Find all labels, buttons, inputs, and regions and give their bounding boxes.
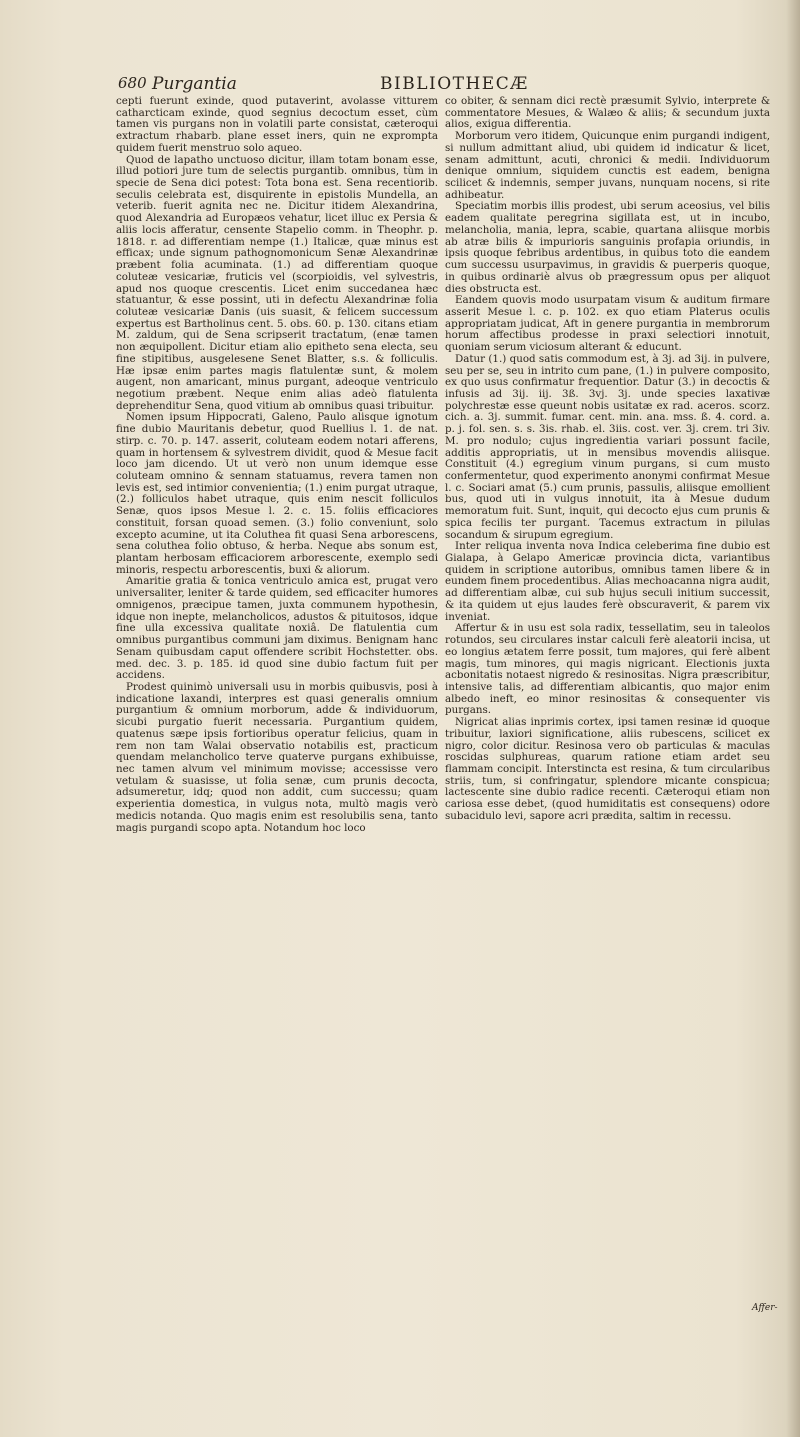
paragraph: Quod de lapatho unctuoso dicitur, illam totam bonam esse, illud potiori jure tum de selectis purgantib. omnibus, tùm in specie de Sena dici potest: Tota bona est. Sena recentiorib. seculis celebrata est, disquirente in epistolis Mundella, an veterib. fuerit agnita nec ne. Dicitur itidem Alexandrina, quod Alexandria ad Europæos vehatur, licet illuc ex Persia & aliis locis afferatur, censente Stapelio comm. in Theophr. p. 1818. r. ad differentiam nempe (1.) Italicæ, quæ minus est efficax; unde signum pathognomonicum Senæ Alexandrinæ præbent folia acuminata. (1.) ad differentiam quoque coluteæ vesicariæ, fruticis vel (scorpioidis, vel sylvestris, apud nos quoque crescentis. Licet enim succedanea hæc statuantur, & esse possint, uti in defectu Alexandrinæ folia coluteæ vesicariæ Danis (uis suasit, & felicem successum expertus est Bartholinus cent. 5. obs. 60. p. 130. citans etiam M. zaldum, qui de Sena scripserit tractatum, (enæ tamen non æquipollent. Dicitur etiam alio epitheto sena electa, seu fine stipitibus, ausgelesene Senet Blatter, s.s. & folliculis. Hæ ipsæ enim partes magis flatulentæ sunt, & molem augent, non amaricant, minus purgant, adeoque ventriculo negotium præbent. Neque enim alias adeò flatulenta deprehenditur Sena, quod vitium ab omnibus quasi tribuitur. bbox=[116, 153, 438, 412]
paragraph: Inter reliqua inventa nova Indica celeberima fine dubio est Gialapa, à Gelapo Americæ provincia dicta, variantibus quidem in scriptione autoribus, omnibus tamen libere & in eundem finem procedentibus. Alias mechoacanna nigra audit, ad differentiam albæ, cui sub hujus seculi initium successit, & ita quidem ut ejus laudes ferè obscuraverit, & parem vix inveniat. bbox=[445, 540, 770, 623]
paragraph: Eandem quovis modo usurpatam visum & auditum firmare asserit Mesue l. c. p. 102. ex quo etiam Platerus oculis appropriatam judicat, Aft in genere purgantia in membrorum horum affectibus prodesse in praxi selectiori innotuit, quoniam serum viciosum alterant & educunt. bbox=[445, 294, 770, 354]
paragraph: co obiter, & sennam dici rectè præsumit Sylvio, interprete & commentatore Mesues, & Walæo & aliis; & secundum juxta alios, exigua differentia. bbox=[445, 95, 770, 131]
paragraph: Nomen ipsum Hippocrati, Galeno, Paulo alisque ignotum fine dubio Mauritanis debetur, quod Ruellius l. 1. de nat. stirp. c. 70. p. 147. asserit, coluteam eodem notari afferens, quam in hortensem & sylvestrem dividit, quod & Mesue facit loco jam dicendo. Ut ut verò non unum idemque esse coluteam omnino & sennam statuamus, revera tamen non levis est, sed intimior convenientia; (1.) enim purgat utraque, (2.) folliculos habet utraque, quis enim nescit folliculos Senæ, quos ipsos Mesue l. 2. c. 15. foliis efficaciores constituit, forsan quoad semen. (3.) folio conveniunt, solo excepto acumine, ut ita Coluthea fit quasi Sena arborescens, sena coluthea folio obtuso, & herba. Neque abs sonum est, plantam herbosam efficaciorem arborescente, exemplo sedi minoris, respectu arborescentis, buxi & aliorum. bbox=[116, 411, 438, 576]
right-column bbox=[445, 96, 770, 823]
left-column bbox=[116, 96, 438, 834]
page-edge-shadow bbox=[786, 0, 800, 1437]
paragraph: Datur (1.) quod satis commodum est, à 3j. ad 3ij. in pulvere, seu per se, seu in intrito cum pane, (1.) in pulvere composito, ex quo usus confirmatur frequentior. Datur (3.) in decoctis & infusis ad 3ij. iij. 3ß. 3vj. 3j. unde species laxativæ polychrestæ esse queunt nobis usitatæ ex rad. aceros. scorz. cich. a. 3j. summit. fumar. cent. min. ana. mss. ß. 4. cord. a. p. j. fol. sen. s. s. 3is. rhab. el. 3iis. cost. ver. 3j. crem. tri 3iv. M. pro nodulo; cujus ingredientia variari possunt facile, additis appropriatis, ut in mensibus movendis aliisque. Constituit (4.) egregium vinum purgans, si cum musto confermentetur, quod experimento anonymi confirmat Mesue l. c. Sociari amat (5.) cum prunis, passulis, aliisque emollient bus, quod uti in vulgus innotuit, ita à Mesue dudum memoratum fuit. Sunt, inquit, qui decocto ejus cum prunis & spica fecilis ter purgant. Tacemus extractum in pilulas socandum & sirupum egregium. bbox=[445, 352, 770, 541]
paragraph: cepti fuerunt exinde, quod putaverint, avolasse vitturem catharcticam exinde, quod segnius decoctum esset, cùm tamen vis purgans non in volatili parte consistat, cæteroqui extractum rhabarb. plane esset iners, quin ne exprompta quidem fuerit menstruo solo aqueo. bbox=[116, 95, 438, 154]
page-header bbox=[118, 74, 778, 96]
running-title: Purgantia bbox=[152, 74, 237, 94]
paragraph: Speciatim morbis illis prodest, ubi serum aceosius, vel bilis eadem qualitate peregrina sigillata est, ut in incubo, melancholia, mania, lepra, scabie, quartana aliisque morbis ab atræ bilis & impurioris sanguinis profapia oriundis, in ipsis quoque febribus ardentibus, in quibus toto die eandem cum successu usurpavimus, in gravidis & puerperis quoque, in quibus ordinariè alvus ob prægressum opus per aliquot dies obstructa est. bbox=[445, 200, 770, 295]
paragraph: Amaritie gratia & tonica ventriculo amica est, prugat vero universaliter, leniter & tarde quidem, sed efficaciter humores omnigenos, præcipue tamen, juxta communem hypothesin, idque non inepte, melancholicos, adustos & pituitosos, idque fine ulla excessiva qualitate noxiâ. De flatulentia cum omnibus purgantibus communi jam diximus. Benignam hanc Senam quibusdam caput offendere scribit Hochstetter. obs. med. dec. 3. p. 185. id quod sine dubio factum fuit per accidens. bbox=[116, 575, 438, 682]
page-number: 680 bbox=[118, 74, 147, 92]
section-title: BIBLIOTHECÆ bbox=[380, 74, 529, 94]
paragraph: Prodest quinimò universali usu in morbis quibusvis, posi à indicatione laxandi, interpres est quasi generalis omnium purgantium & omnium morborum, adde & individuorum, sicubi purgatio fuerit necessaria. Purgantium quidem, quatenus sæpe ipsis fortioribus operatur felicius, quam in rem non tam Walai observatio notabilis est, practicum quendam melancholico terve quaterve purgans exhibuisse, nec tamen alvum vel minimum movisse; accessisse vero vetulam & suasisse, ut folia senæ, cum prunis decocta, adsumeretur, idq; quod non addit, cum successu; quam experientia domestica, in vulgus nota, multò magis verò medicis notanda. Quo magis enim est resolubilis sena, tanto magis purgandi scopo apta. Notandum hoc loco bbox=[116, 680, 438, 834]
paragraph: Nigricat alias inprimis cortex, ipsi tamen resinæ id quoque tribuitur, laxiori significatione, aliis rubescens, scilicet ex nigro, color dicitur. Resinosa vero ob particulas & maculas roscidas sulphureas, quarum ratione etiam ardet seu flammam concipit. Interstincta est resina, & tum circularibus striis, tum, si confringatur, splendore micante conspicua; lactescente sine dubio radice recenti. Cæteroqui etiam non cariosa esse debet, (quod humiditatis est consequens) odore subacidulo levi, sapore acri prædita, saltim in recessu. bbox=[445, 716, 770, 822]
paragraph: Morborum vero itidem, Quicunque enim purgandi indigent, si nullum admittant aliud, ubi quidem id indicatur & licet, senam admittunt, acuti, chronici & medii. Individuorum denique omnium, siquidem cunctis est eadem, benigna scilicet & indemnis, semper juvans, nunquam nocens, si rite adhibeatur. bbox=[445, 130, 770, 201]
catchword: Affer- bbox=[752, 1303, 778, 1313]
paragraph: Affertur & in usu est sola radix, tessellatim, seu in taleolos rotundos, seu circulares instar calculi ferè aleatorii incisa, ut eo longius ætatem ferre possit, tum majores, qui ferè albent magis, tum minores, qui magis nigricant. Electionis juxta acbonitatis notaest nigredo & resinositas. Nigra præscribitur, intensive talis, ad differentiam albicantis, quo major enim albedo ineft, eo minor resinositas & consequenter vis purgans. bbox=[445, 622, 770, 717]
